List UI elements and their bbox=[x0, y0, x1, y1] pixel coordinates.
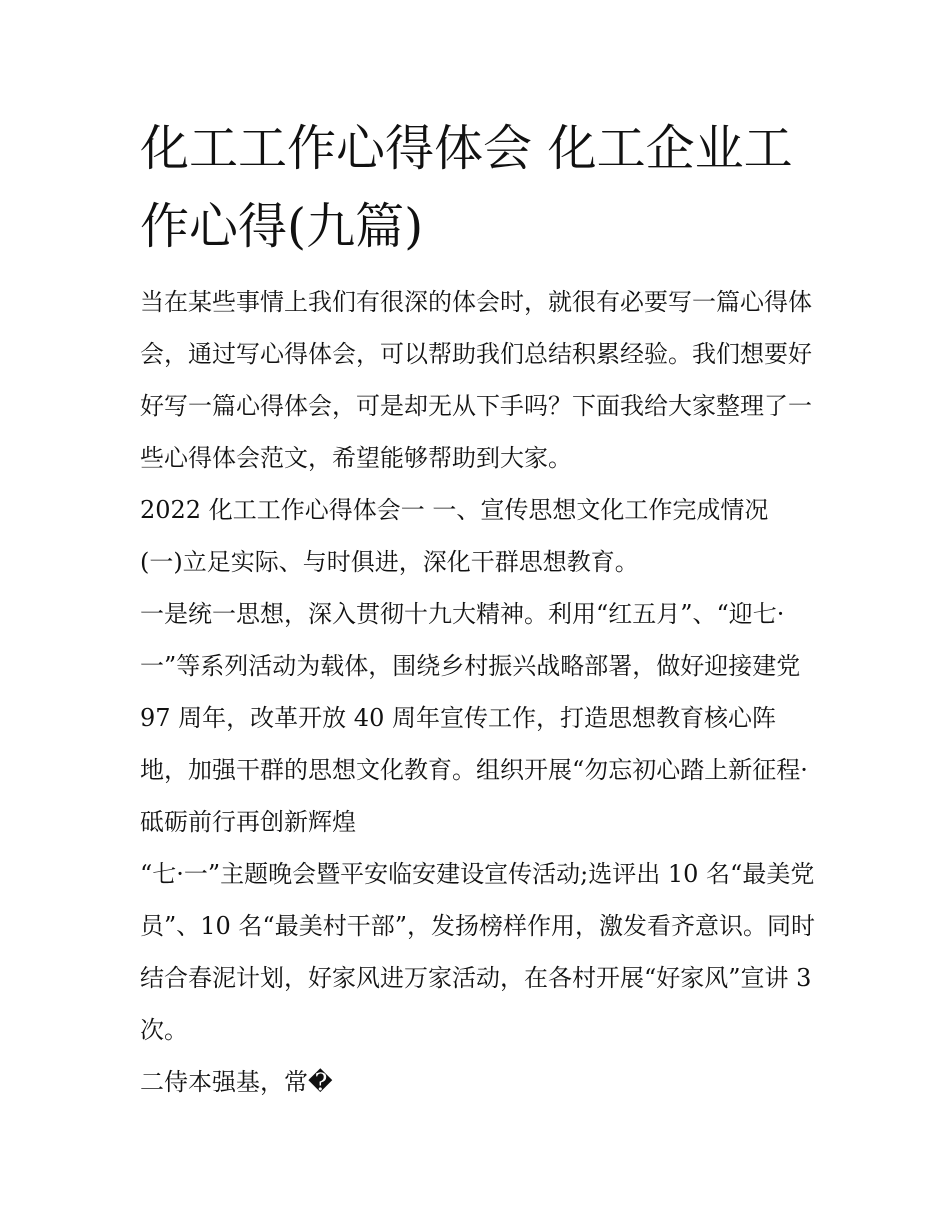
intro-paragraph: 当在某些事情上我们有很深的体会时，就很有必要写一篇心得体会，通过写心得体会，可以帮助我们总结积累经验。我们想要好好写一篇心得体会，可是却无从下手吗？下面我给大家整理了一些心得体会范文，希望能够帮助到大家。 bbox=[140, 288, 812, 472]
document-title: 化工工作心得体会 化工企业工作心得(九篇) bbox=[140, 120, 793, 255]
document-body bbox=[140, 110, 820, 1108]
body-paragraph: “七·一”主题晚会暨平安临安建设宣传活动;选评出 10 名“最美党员”、10 名“最美村干部”，发扬榜样作用，激发看齐意识。同时结合春泥计划，好家风进万家活动，在各村开展“好家风”宣讲 3 次。 bbox=[140, 860, 815, 1044]
subsection-heading-paragraph: (一)立足实际、与时俱进，深化干群思想教育。 bbox=[140, 548, 639, 576]
body-paragraph: 一是统一思想，深入贯彻十九大精神。利用“红五月”、“迎七·一”等系列活动为载体，围绕乡村振兴战略部署，做好迎接建党 97 周年，改革开放 40 周年宣传工作，打造思想教育核心阵地，加强干群的思想文化教育。组织开展“勿忘初心踏上新征程·砥砺前行再创新辉煌 bbox=[140, 600, 808, 836]
truncated-paragraph: 二侍本强基，常� bbox=[140, 1068, 333, 1096]
section-heading-paragraph: 2022 化工工作心得体会一 一、宣传思想文化工作完成情况 bbox=[140, 496, 769, 524]
